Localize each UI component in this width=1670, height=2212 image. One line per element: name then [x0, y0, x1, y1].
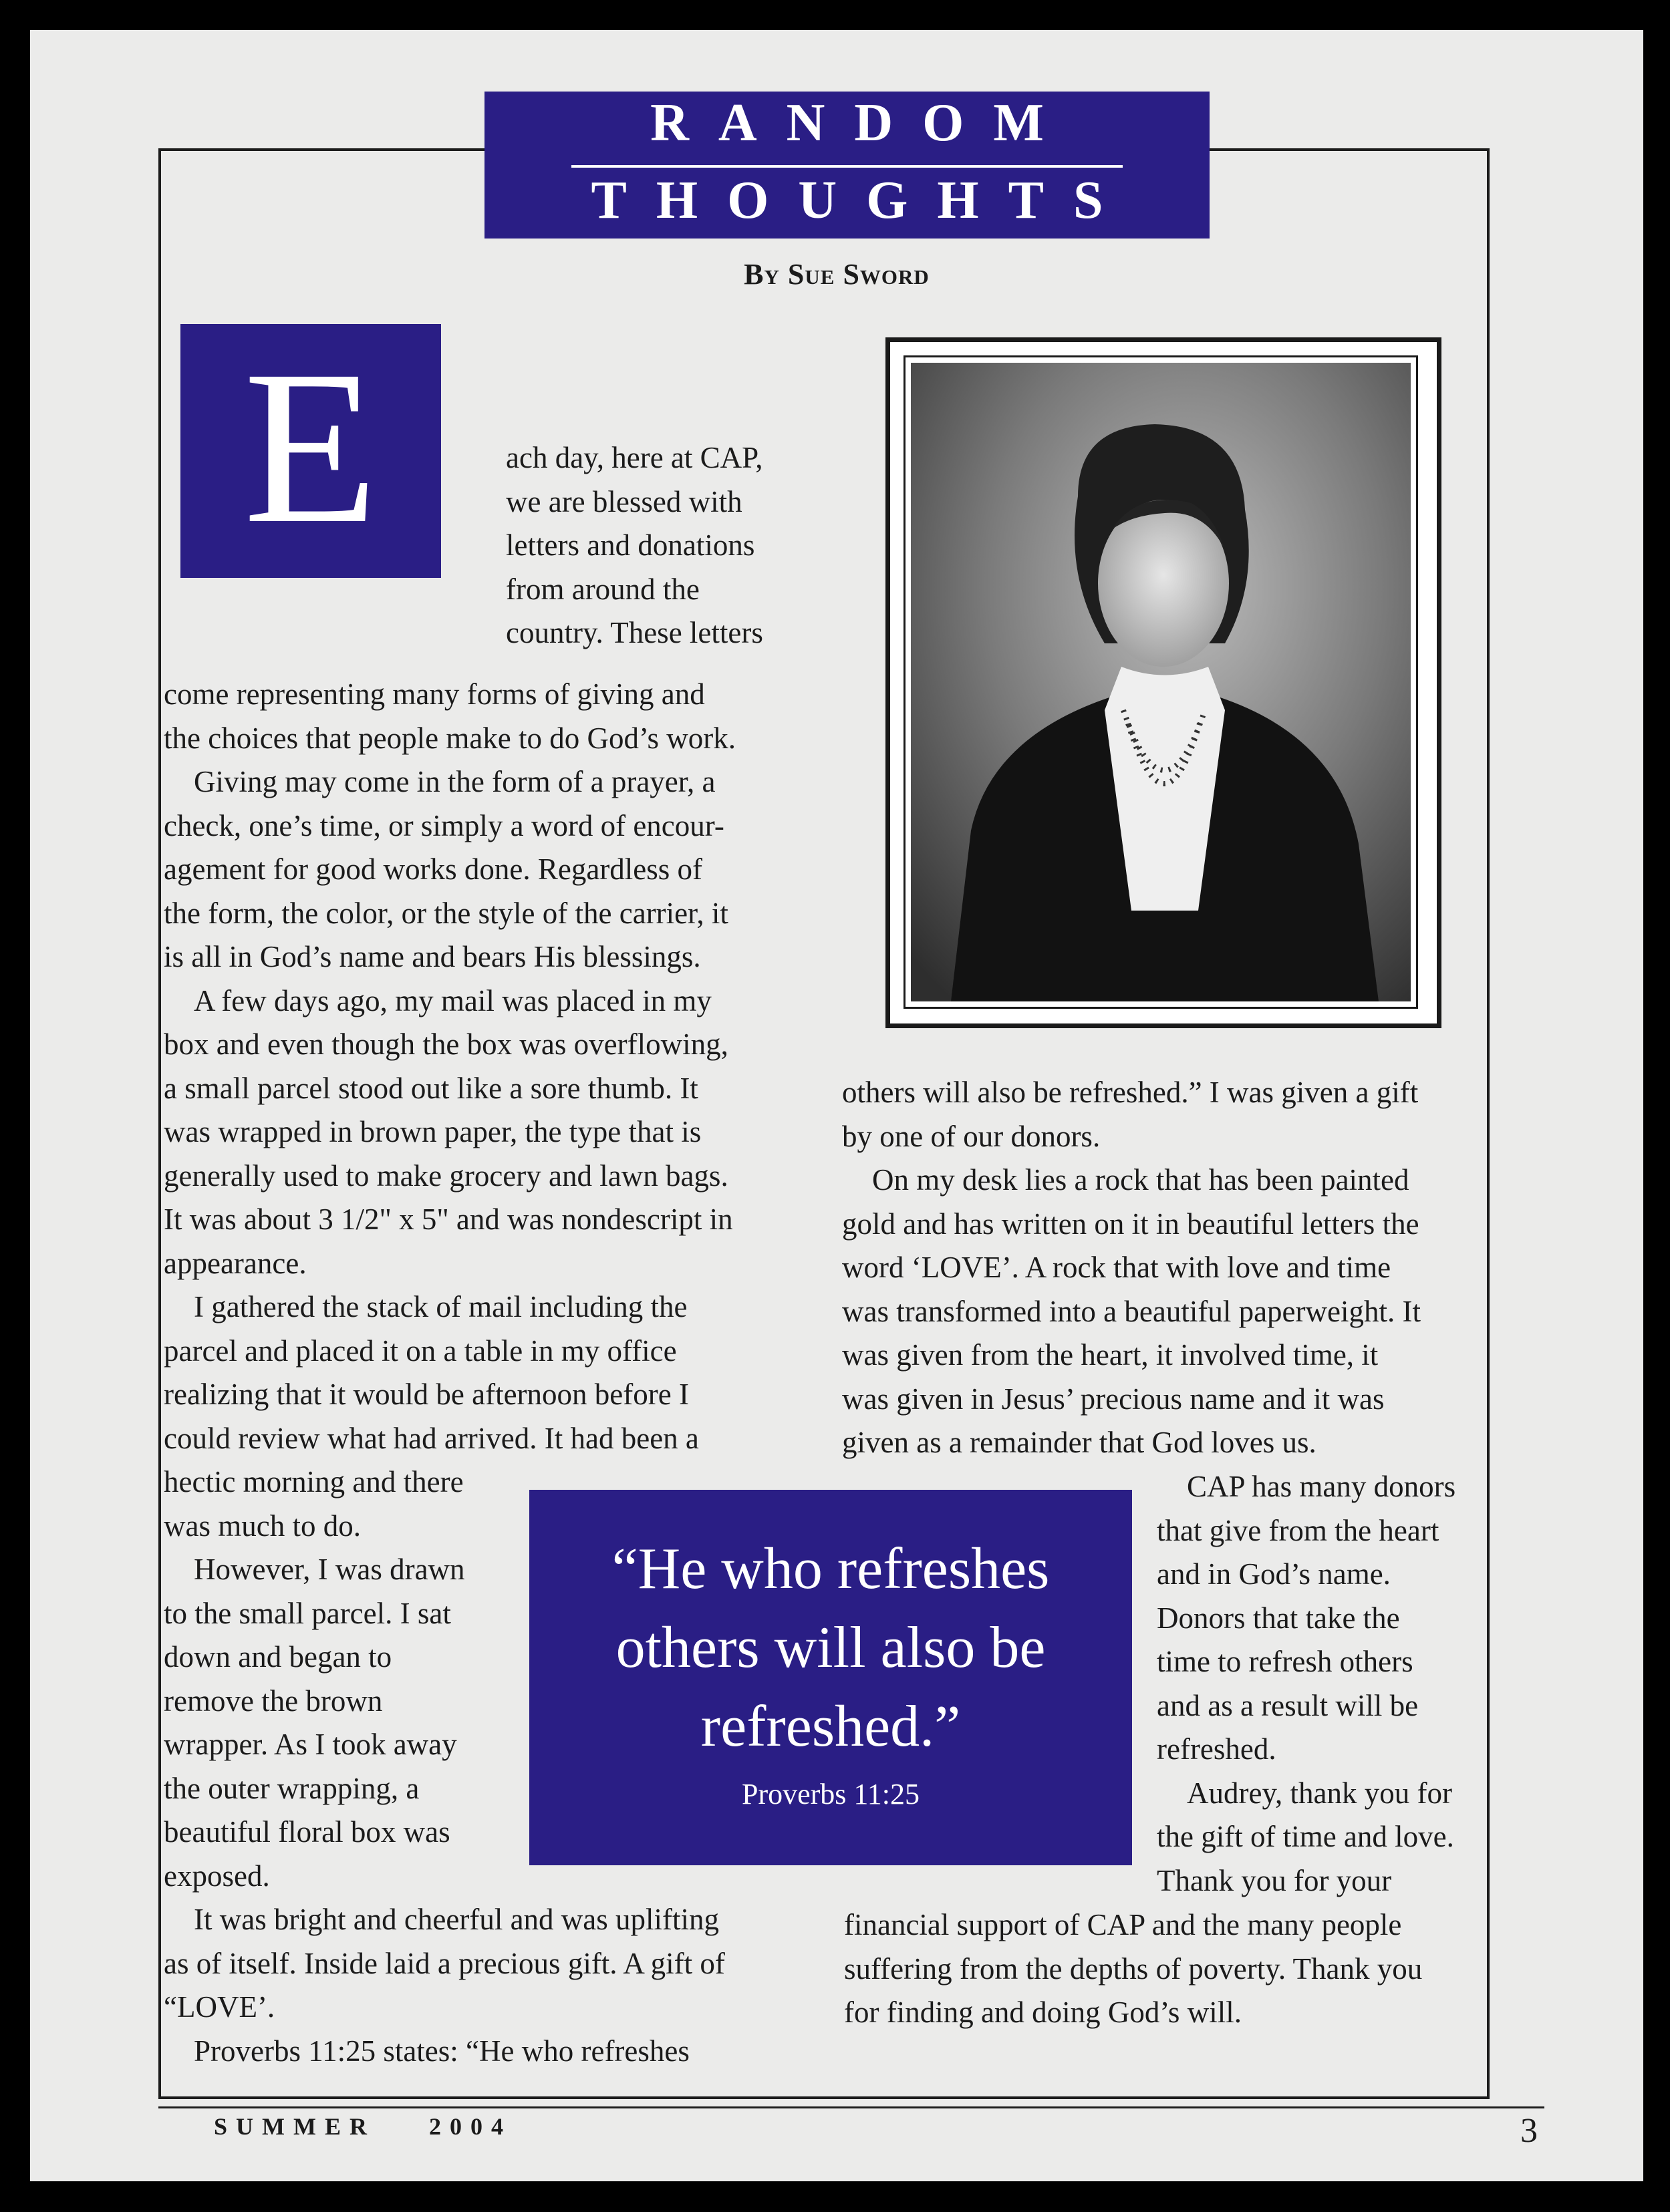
column-2-main-text [842, 1071, 1421, 1465]
body-text-line: from around the [506, 572, 700, 606]
body-text-line: However, I was drawn [164, 1553, 465, 1586]
title-line-1: RANDOM [650, 94, 1073, 152]
pull-quote [529, 1490, 1132, 1865]
body-text-line: On my desk lies a rock that has been painted [842, 1163, 1409, 1197]
body-text-line: the form, the color, or the style of the carrier, it [164, 896, 728, 930]
body-text-line: that give from the heart [1157, 1513, 1439, 1547]
body-text-line: wrapper. As I took away [164, 1728, 457, 1761]
body-text-line: for finding and doing God’s will. [844, 1996, 1242, 2029]
body-text-line: was given from the heart, it involved time, it [842, 1338, 1379, 1372]
body-text-line: a small parcel stood out like a sore thumb. It [164, 1071, 698, 1105]
body-text-line: Audrey, thank you for [1157, 1776, 1452, 1810]
author-photo-frame [885, 337, 1441, 1028]
body-text-line: and as a result will be [1157, 1688, 1419, 1722]
body-text-line: the choices that people make to do God’s work. [164, 721, 736, 755]
body-text-line: A few days ago, my mail was placed in my [164, 983, 712, 1017]
issue-year: 2004 [429, 2113, 512, 2140]
body-text-line: realizing that it would be afternoon before I [164, 1378, 689, 1411]
pull-quote-line: others will also be [615, 1615, 1046, 1680]
body-text-line: remove the brown [164, 1684, 383, 1718]
body-text-line: is all in God’s name and bears His blessings. [164, 940, 701, 973]
title-line-2: THOUGHTS [591, 171, 1133, 230]
body-text-line: beautiful floral box was [164, 1815, 450, 1849]
body-text-line: given as a remainder that God loves us. [842, 1426, 1316, 1459]
column-1-top-text [506, 436, 763, 655]
body-text-line: agement for good works done. Regardless of [164, 852, 703, 886]
body-text-line: Proverbs 11:25 states: “He who refreshes [164, 2034, 690, 2068]
issue-label [214, 2112, 512, 2141]
body-text-line: was transformed into a beautiful paperweight. It [842, 1294, 1421, 1328]
drop-cap-box [180, 324, 441, 578]
body-text-line: down and began to [164, 1640, 392, 1674]
body-text-line: letters and donations [506, 528, 755, 562]
title-divider [571, 165, 1123, 168]
body-text-line: check, one’s time, or simply a word of encour- [164, 808, 724, 842]
body-text-line: word ‘LOVE’. A rock that with love and time [842, 1251, 1391, 1284]
body-text-line: and in God’s name. [1157, 1557, 1391, 1591]
body-text-line: to the small parcel. I sat [164, 1596, 451, 1630]
body-text-line: time to refresh others [1157, 1645, 1413, 1678]
body-text-line: hectic morning and there [164, 1465, 464, 1498]
magazine-page [30, 30, 1643, 2181]
drop-cap-letter: E [243, 325, 378, 569]
body-text-line: suffering from the depths of poverty. Thank you [844, 1951, 1423, 1986]
body-text-line: parcel and placed it on a table in my office [164, 1333, 677, 1368]
body-text-line: ach day, here at CAP, [506, 441, 763, 474]
page-number: 3 [1520, 2112, 1538, 2150]
pull-quote-text [529, 1530, 1132, 1766]
body-text-line: gold and has written on it in beautiful letters the [842, 1207, 1419, 1241]
body-text-line: It was bright and cheerful and was uplifting [164, 1903, 720, 1936]
article-title-banner [484, 92, 1210, 239]
body-text-line: “LOVE’. [164, 1990, 275, 2024]
body-text-line: others will also be refreshed.” I was given a gift [842, 1076, 1419, 1109]
body-text-line: by one of our donors. [842, 1119, 1101, 1153]
body-text-line: Thank you for your [1157, 1863, 1392, 1897]
issue-season: SUMMER [214, 2113, 376, 2140]
body-text-line: as of itself. Inside laid a precious gift. A gift of [164, 1946, 725, 1980]
body-text-line: exposed. [164, 1859, 270, 1893]
body-text-line: Donors that take the [1157, 1601, 1400, 1635]
body-text-line: could review what had arrived. It had been a [164, 1421, 699, 1455]
body-text-line: country. These letters [506, 616, 763, 649]
body-text-line: I gathered the stack of mail including the [164, 1290, 688, 1323]
body-text-line: It was about 3 1/2" x 5" and was nondescript in [164, 1203, 733, 1236]
pull-quote-line: “He who refreshes [611, 1537, 1050, 1601]
body-text-line: generally used to make grocery and lawn bags. [164, 1158, 728, 1193]
body-text-line: Giving may come in the form of a prayer, a [164, 765, 716, 798]
body-text-line: CAP has many donors [1157, 1470, 1456, 1503]
body-text-line: appearance. [164, 1246, 307, 1280]
body-text-line: financial support of CAP and the many people [844, 1908, 1402, 1941]
body-text-line: we are blessed with [506, 484, 742, 518]
author-byline: By Sue Sword [744, 258, 930, 291]
body-text-line: the gift of time and love. [1157, 1820, 1454, 1853]
body-text-line: box and even though the box was overflowing, [164, 1028, 728, 1061]
body-text-line: refreshed. [1157, 1732, 1276, 1766]
body-text-line: was wrapped in brown paper, the type that is [164, 1115, 702, 1148]
footer-divider [158, 2106, 1544, 2108]
body-text-line: come representing many forms of giving and [164, 677, 705, 711]
pull-quote-reference: Proverbs 11:25 [741, 1778, 920, 1810]
body-text-line: the outer wrapping, a [164, 1771, 420, 1805]
author-photo [903, 355, 1418, 1009]
pull-quote-line: refreshed.” [700, 1694, 961, 1759]
body-text-line: was given in Jesus’ precious name and it was [842, 1382, 1385, 1416]
column-2-end-text [844, 1903, 1422, 2035]
column-2-narrow-text [1157, 1465, 1455, 1903]
portrait-image [911, 363, 1411, 1001]
body-text-line: was much to do. [164, 1509, 361, 1543]
